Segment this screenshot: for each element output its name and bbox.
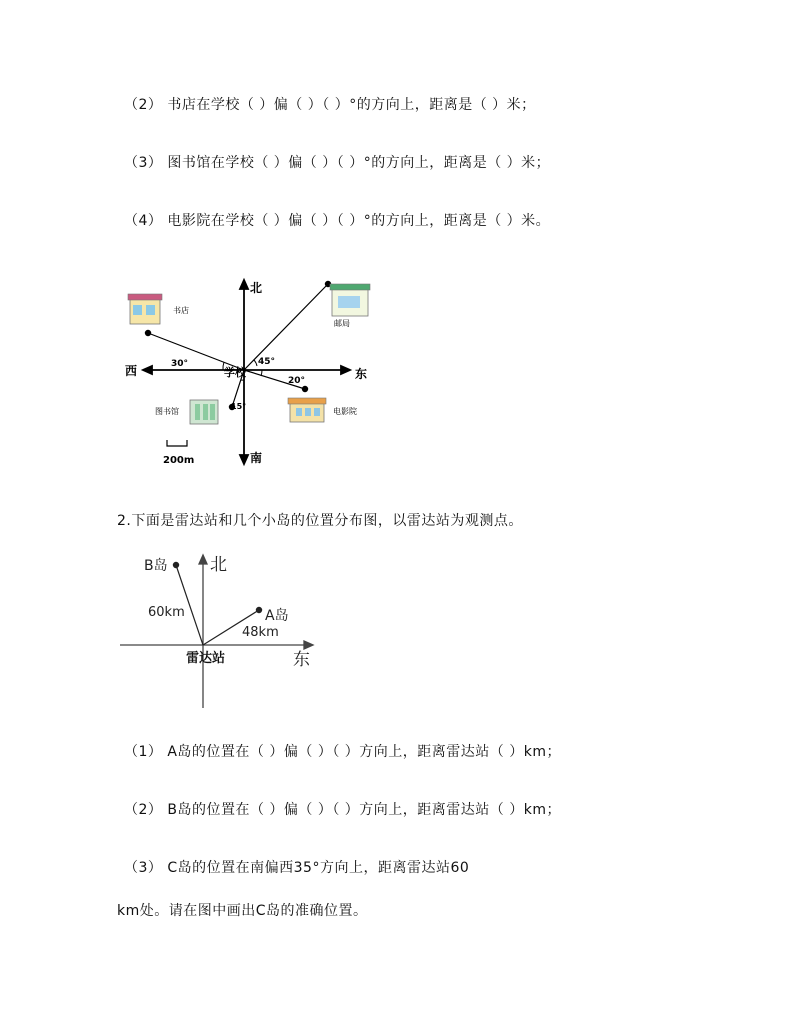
- bookstore-building-icon: [128, 294, 162, 324]
- school-map-diagram: [115, 272, 385, 472]
- library-building-icon: [190, 400, 218, 424]
- question-2-bookstore: （2） 书店在学校（ ）偏（ ）（ ）°的方向上，距离是（ ）米；: [124, 97, 536, 113]
- a-island-label: A岛: [265, 608, 289, 624]
- question-2-intro: 2.下面是雷达站和几个小岛的位置分布图，以雷达站为观测点。: [117, 513, 523, 529]
- north-label: 北: [210, 555, 227, 575]
- radar-station-label: 雷达站: [186, 651, 226, 666]
- q2-question-3-continuation: km处。请在图中画出C岛的准确位置。: [117, 903, 368, 919]
- scale-label: 200m: [163, 455, 195, 466]
- question-4-cinema: （4） 电影院在学校（ ）偏（ ）（ ）°的方向上，距离是（ ）米。: [124, 213, 551, 229]
- library-label: 图书馆: [155, 407, 179, 416]
- q2-question-3-c-island: （3） C岛的位置在南偏西35°方向上，距离雷达站60: [124, 860, 470, 876]
- east-label: 东: [293, 650, 310, 670]
- post-office-building-icon: [330, 284, 370, 316]
- radar-map-diagram: [118, 550, 318, 710]
- north-label: 北: [250, 281, 263, 295]
- b-island-label: B岛: [144, 558, 168, 574]
- school-label: 学校: [224, 366, 246, 379]
- q2-question-2-b-island: （2） B岛的位置在（ ）偏（ ）（ ）方向上，距离雷达站（ ）km；: [124, 802, 562, 818]
- south-label: 南: [250, 451, 263, 465]
- angle-bookstore: 30°: [171, 359, 189, 369]
- angle-cinema: 20°: [288, 376, 306, 386]
- q2-question-1-a-island: （1） A岛的位置在（ ）偏（ ）（ ）方向上，距离雷达站（ ）km；: [124, 744, 561, 760]
- b-island-distance: 60km: [148, 605, 185, 620]
- a-island-distance: 48km: [242, 625, 279, 640]
- bookstore-label: 书店: [173, 306, 189, 315]
- west-label: 西: [125, 364, 138, 378]
- cinema-building-icon: [288, 398, 326, 422]
- post-office-label: 邮局: [334, 319, 350, 328]
- east-label: 东: [355, 367, 368, 381]
- angle-post-office: 45°: [258, 357, 276, 367]
- angle-library: 15°: [231, 402, 247, 411]
- cinema-label: 电影院: [333, 407, 357, 416]
- scale-bar: [167, 440, 187, 446]
- question-3-library: （3） 图书馆在学校（ ）偏（ ）（ ）°的方向上，距离是（ ）米；: [124, 155, 551, 171]
